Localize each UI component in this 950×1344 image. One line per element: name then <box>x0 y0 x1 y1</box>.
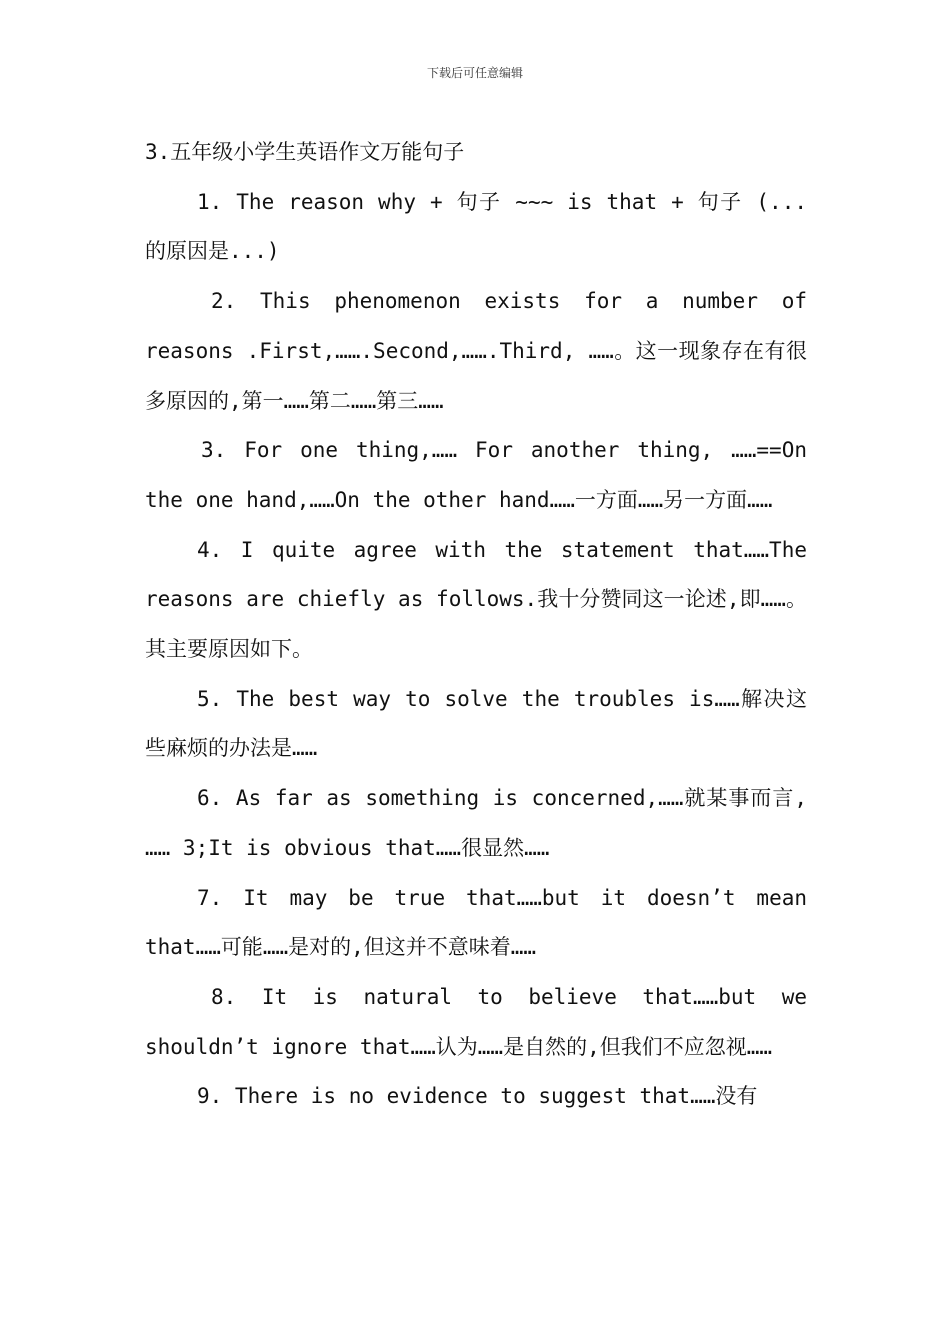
page-header-note: 下载后可任意编辑 <box>426 66 523 80</box>
sentence-item-6: 6. As far as something is concerned,……就某事而言, …… 3;It is obvious that……很显然…… <box>145 786 807 860</box>
sentence-item-8: 8. It is natural to believe that……but we shouldn’t ignore that……认为……是自然的,但我们不应忽视…… <box>145 984 807 1059</box>
sentence-item-4: 4. I quite agree with the statement that……The reasons are chiefly as follows.我十分赞同这一论述,即……。其主要原因如下。 <box>145 537 807 662</box>
sentence-item-3: 3. For one thing,…… For another thing, ……==On the one hand,……On the other hand……一方面……另一方面…… <box>145 438 807 512</box>
sentence-item-7: 7. It may be true that……but it doesn’t mean that……可能……是对的,但这并不意味着…… <box>145 885 807 960</box>
document-body <box>145 128 807 1122</box>
sentence-item-1: 1. The reason why + 句子 ~~~ is that + 句子 (... 的原因是...) <box>145 189 807 264</box>
sentence-item-2: 2. This phenomenon exists for a number of reasons .First,…….Second,…….Third, ……。这一现象存在有很多原因的,第一……第二……第三…… <box>145 289 807 413</box>
document-title: 3.五年级小学生英语作文万能句子 <box>145 140 465 164</box>
sentence-item-5: 5. The best way to solve the troubles is……解决这些麻烦的办法是…… <box>145 686 807 761</box>
sentence-item-9: 9. There is no evidence to suggest that……没有 <box>197 1084 758 1109</box>
